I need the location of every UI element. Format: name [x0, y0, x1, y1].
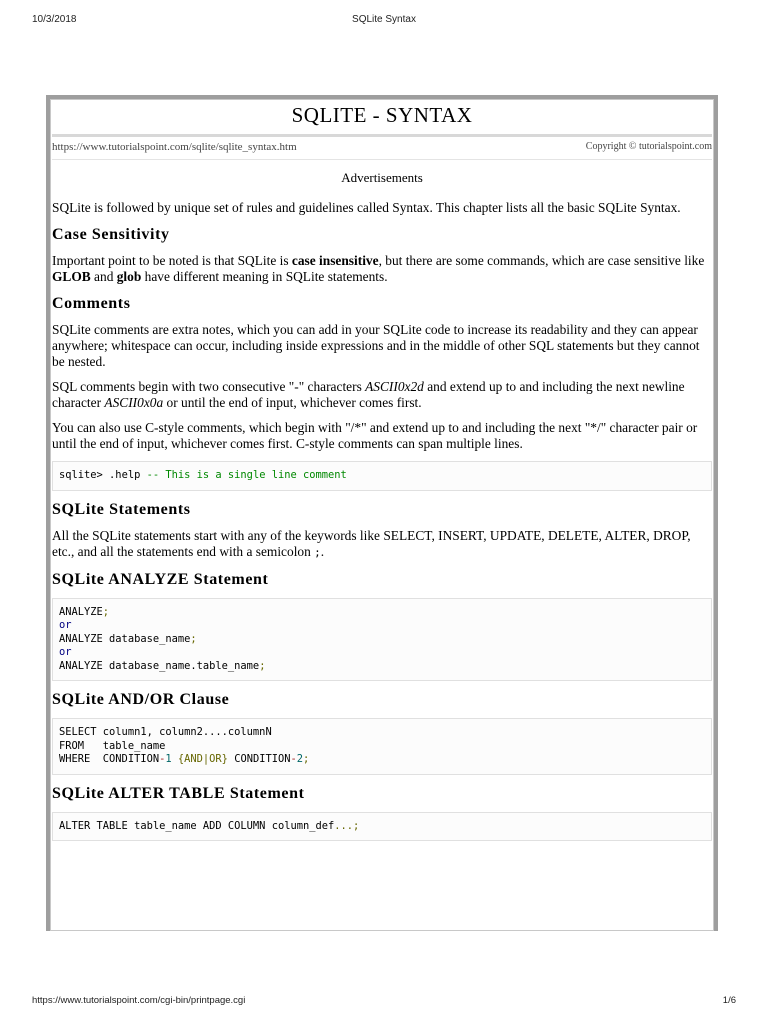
code-line: ANALYZE database_name [59, 632, 191, 645]
intro-paragraph: SQLite is followed by unique set of rules and guidelines called Syntax. This chapter lists all the basic SQLite Syntax. [52, 200, 681, 215]
code-run: ; [314, 545, 321, 559]
text-run: Important point to be noted is that SQLite is [52, 253, 292, 268]
code-block-analyze [52, 598, 712, 682]
case-sensitivity-paragraph [52, 253, 712, 285]
code-command: .help [102, 469, 147, 481]
meta-row [52, 137, 712, 160]
code-number: 2 [296, 753, 304, 765]
code-block-alter [52, 812, 712, 842]
comments-paragraph-2 [52, 379, 712, 411]
bold-run: case insensitive [291, 253, 379, 268]
code-keyword: or [59, 646, 72, 658]
code-keyword: or [59, 619, 72, 631]
page-title: SQLITE - SYNTAX [52, 99, 712, 137]
code-punct: {AND|OR} [177, 753, 228, 765]
code-line: SELECT column1, column2....columnN [59, 726, 272, 738]
statements-paragraph [52, 528, 712, 561]
print-header [32, 14, 736, 30]
code-punct: ...; [334, 819, 360, 832]
source-url-link[interactable]: https://www.tutorialspoint.com/sqlite/sqlite_syntax.htm [52, 141, 297, 153]
code-block-comment [52, 461, 712, 491]
text-run: and extend up to and including the next newline character [52, 379, 685, 410]
text-run: . [320, 543, 325, 559]
code-line: FROM table_name [59, 739, 166, 752]
code-line: WHERE CONDITION [59, 753, 160, 765]
text-run: or until the end of input, whichever comes first. [163, 395, 422, 410]
code-punct: ; [259, 659, 266, 672]
print-date: 10/3/2018 [32, 14, 77, 25]
bold-run: glob [116, 269, 142, 284]
heading-andor: SQLite AND/OR Clause [52, 691, 230, 708]
bold-run: GLOB [52, 269, 91, 284]
copyright-text: Copyright © tutorialspoint.com [585, 141, 712, 152]
comments-paragraph-3: You can also use C-style comments, which begin with "/*" and extend up to and including the next "*/" character pair or until the end of input, whichever comes first. C-style comments can span multiple lines. [52, 420, 698, 451]
code-line: CONDITION [227, 753, 291, 765]
print-footer [32, 995, 736, 1011]
text-run: , but there are some commands, which are case sensitive like [378, 253, 705, 268]
text-run: and [90, 269, 117, 284]
code-block-andor [52, 718, 712, 775]
heading-analyze: SQLite ANALYZE Statement [52, 570, 269, 588]
code-number: 1 [165, 753, 172, 765]
heading-alter: SQLite ALTER TABLE Statement [52, 784, 305, 802]
code-comment: -- This is a single line comment [146, 469, 347, 481]
text-run: All the SQLite statements start with any of the keywords like SELECT, INSERT, UPDATE, DELETE, ALTER, DROP, etc., and all the statements end with a semicolon [52, 527, 691, 559]
text-run: SQL comments begin with two consecutive "-" characters [52, 379, 366, 394]
code-line: ANALYZE database_name.table_name [59, 659, 260, 672]
code-punct: ; [102, 605, 110, 618]
math-run: ASCII0x0a [104, 395, 164, 410]
code-punct: ; [190, 632, 197, 645]
heading-statements: SQLite Statements [52, 500, 191, 518]
code-prompt: sqlite> [59, 469, 103, 481]
page-number: 1/6 [722, 995, 736, 1006]
heading-comments: Comments [52, 295, 131, 312]
heading-case-sensitivity: Case Sensitivity [52, 226, 170, 243]
code-punct: ; [303, 753, 310, 765]
page-frame [46, 95, 718, 931]
code-line: ANALYZE [59, 605, 103, 618]
code-line: ALTER TABLE table_name ADD COLUMN column_def [59, 819, 335, 832]
advertisements-label: Advertisements [341, 170, 423, 185]
math-run: ASCII0x2d [365, 379, 424, 394]
code-op: - [290, 753, 297, 765]
print-title: SQLite Syntax [352, 14, 416, 25]
comments-paragraph-1: SQLite comments are extra notes, which you can add in your SQLite code to increase its readability and they can appear anywhere; whitespace can occur, including inside expressions and in the middle of other SQL statements but they cannot be nested. [52, 322, 700, 369]
print-footer-url: https://www.tutorialspoint.com/cgi-bin/printpage.cgi [32, 995, 246, 1006]
text-run: have different meaning in SQLite statements. [141, 269, 388, 284]
code-op: - [159, 753, 166, 765]
